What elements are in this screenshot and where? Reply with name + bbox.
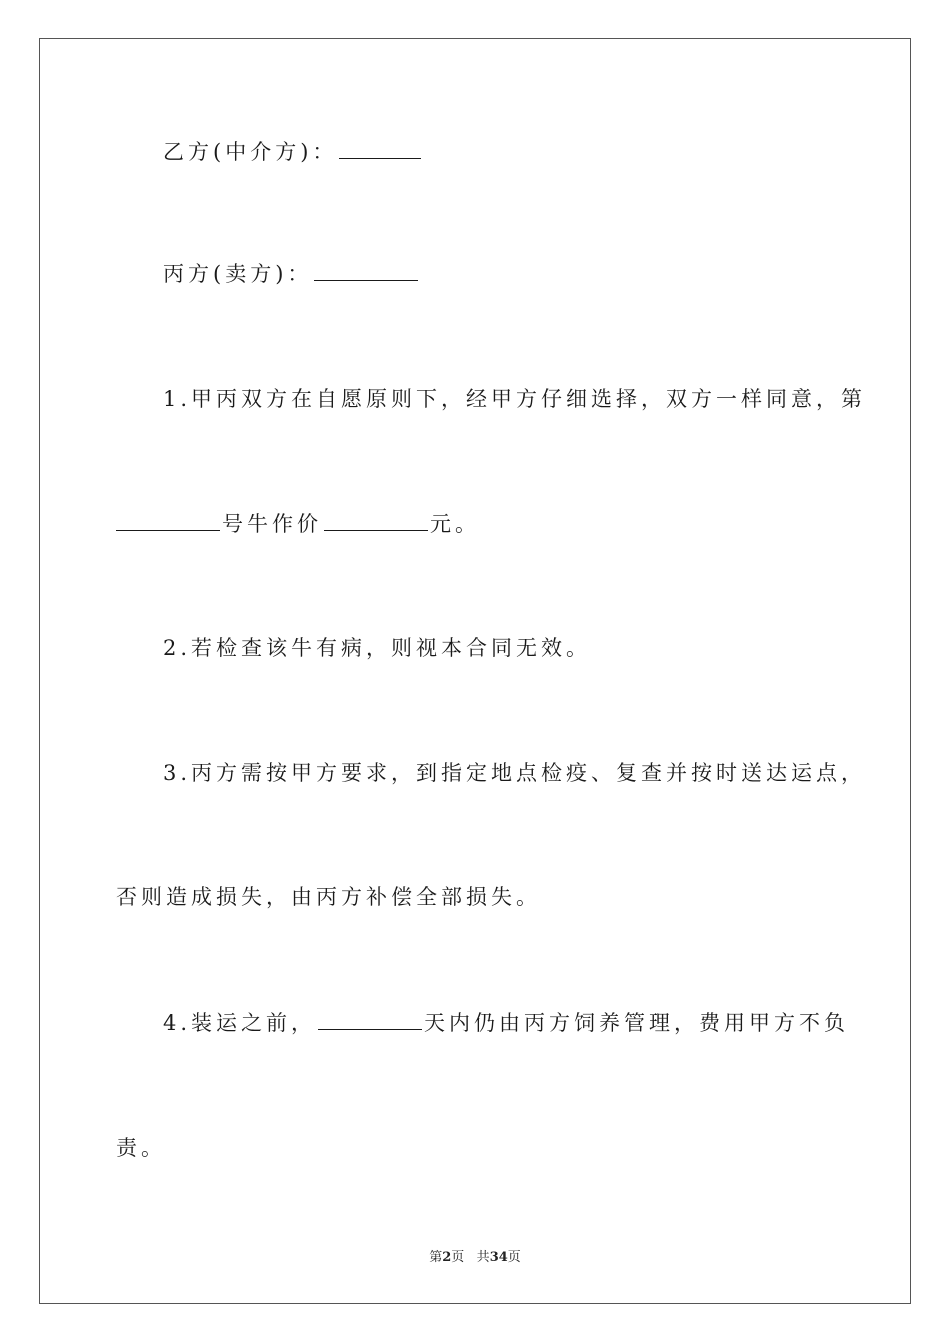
total-pages: 34 [489,1250,508,1265]
party-c-blank[interactable] [314,260,418,281]
page-prefix: 第 [429,1250,443,1265]
party-c-label: 丙方(卖方)： [163,262,313,286]
page-border [39,38,911,1304]
price-blank[interactable] [324,510,428,531]
clause-4-start: 4.装运之前， [163,1011,317,1035]
cattle-price-text: 号牛作价 [222,512,322,536]
clause-3-line: 3.丙方需按甲方要求，到指定地点检疫、复查并按时送达运点， [163,761,867,785]
clause-3-continued: 否则造成损失，由丙方补偿全部损失。 [116,885,541,909]
cattle-number-blank[interactable] [116,510,220,531]
page-suffix: 页 [451,1250,465,1265]
currency-text: 元。 [430,512,480,536]
clause-4-end: 天内仍由丙方饲养管理，费用甲方不负 [424,1011,850,1035]
clause-4-continued: 责。 [116,1136,166,1160]
clause-1-continued [116,509,480,539]
party-b-blank[interactable] [339,138,421,159]
clause-1-line: 1.甲丙双方在自愿原则下，经甲方仔细选择，双方一样同意，第 [163,387,867,411]
total-prefix: 共 [476,1250,490,1265]
days-blank[interactable] [318,1009,422,1030]
party-c-line [163,259,420,289]
page-number: 2 [442,1250,452,1265]
party-b-line [163,137,423,167]
party-b-label: 乙方(中介方)： [163,140,338,164]
total-suffix: 页 [507,1250,521,1265]
page-footer [0,1246,950,1265]
clause-2-line: 2.若检查该牛有病，则视本合同无效。 [163,636,592,660]
clause-4-line [163,1008,849,1038]
